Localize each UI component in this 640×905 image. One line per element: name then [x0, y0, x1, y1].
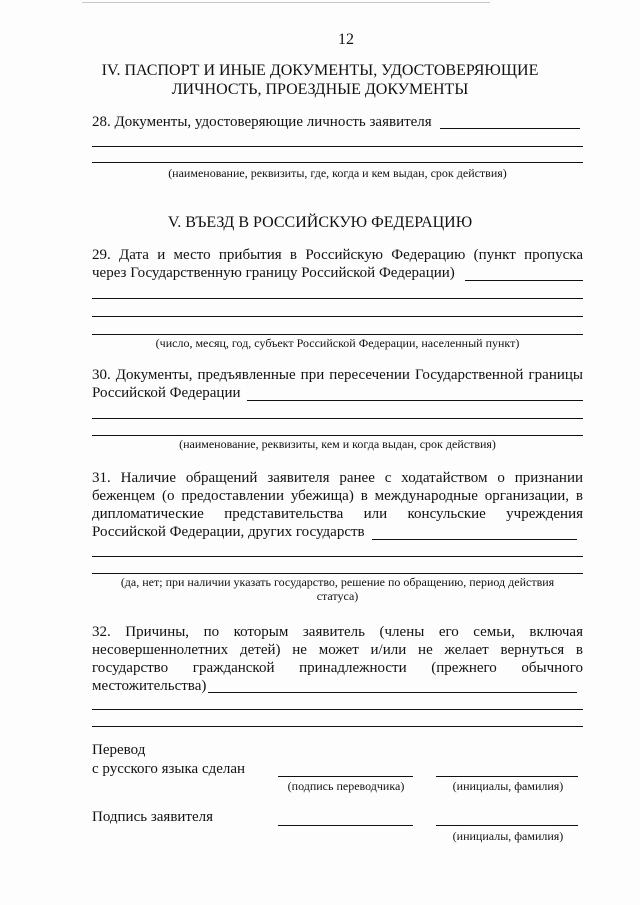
field-28-input-line[interactable]: [92, 162, 583, 163]
field-31-text-line-2: беженцем (о предоставлении убежища) в международные организации, в: [92, 488, 583, 504]
field-30-input-line[interactable]: [92, 418, 583, 419]
field-28-input-line[interactable]: [92, 146, 583, 147]
field-31-text-line-4: Российской Федерации, других государств: [92, 524, 365, 540]
field-32-input-line[interactable]: [92, 709, 583, 710]
section-5-title: V. ВЪЕЗД В РОССИЙСКУЮ ФЕДЕРАЦИЮ: [167, 214, 473, 231]
field-31-text-line-3: дипломатические представительства или консульские учреждения: [92, 506, 583, 522]
field-31-input-line[interactable]: [92, 556, 583, 557]
field-31-input-line[interactable]: [92, 573, 583, 574]
field-29-text-line-2: через Государственную границу Российской Федерации): [92, 265, 455, 281]
translator-name-line[interactable]: [436, 776, 578, 777]
applicant-signature-label: Подпись заявителя: [92, 809, 214, 825]
field-32-input-line[interactable]: [208, 692, 577, 693]
translator-signature-line[interactable]: [278, 776, 413, 777]
field-29-text-line-1: 29. Дата и место прибытия в Российскую Федерацию (пункт пропуска: [92, 247, 583, 263]
field-32-text-line-1: 32. Причины, по которым заявитель (члены его семьи, включая: [92, 624, 583, 640]
page-number: 12: [338, 31, 354, 48]
field-32-text-line-4: местожительства): [92, 678, 207, 694]
translator-signature-caption: (подпись переводчика): [287, 779, 405, 793]
field-29-caption: (число, месяц, год, субъект Российской Федерации, населенный пункт): [155, 336, 520, 350]
applicant-name-line[interactable]: [436, 825, 578, 826]
translation-label-line-2: с русского языка сделан: [92, 761, 246, 777]
applicant-signature-line[interactable]: [278, 825, 413, 826]
field-30-input-line[interactable]: [92, 435, 583, 436]
field-30-caption: (наименование, реквизиты, кем и когда выдан, срок действия): [179, 437, 496, 451]
field-28-label: 28. Документы, удостоверяющие личность заявителя: [92, 114, 432, 130]
field-29-input-line[interactable]: [92, 334, 583, 335]
field-32-text-line-2: несовершеннолетних детей) не может и/или не желает вернуться в: [92, 642, 583, 658]
field-31-caption-line-2: статуса): [316, 589, 359, 603]
field-30-text-line-1: 30. Документы, предъявленные при пересечении Государственной границы: [92, 367, 583, 383]
applicant-name-caption: (инициалы, фамилия): [452, 829, 564, 843]
field-29-input-line[interactable]: [92, 316, 583, 317]
field-30-input-line[interactable]: [247, 400, 583, 401]
field-30-text-line-2: Российской Федерации: [92, 385, 241, 401]
field-29-input-line[interactable]: [465, 280, 583, 281]
field-28-caption: (наименование, реквизиты, где, когда и кем выдан, срок действия): [168, 166, 507, 180]
field-31-caption-line-1: (да, нет; при наличии указать государство, решение по обращению, период действия: [120, 575, 555, 589]
translation-label-line-1: Перевод: [92, 742, 146, 758]
section-4-title-line-2: ЛИЧНОСТЬ, ПРОЕЗДНЫЕ ДОКУМЕНТЫ: [171, 81, 469, 98]
field-31-text-line-1: 31. Наличие обращений заявителя ранее с ходатайством о признании: [92, 470, 583, 486]
field-32-text-line-3: государство гражданской принадлежности (прежнего обычного: [92, 660, 583, 676]
translator-name-caption: (инициалы, фамилия): [452, 779, 564, 793]
page-top-border: [82, 2, 490, 3]
section-4-title-line-1: IV. ПАСПОРТ И ИНЫЕ ДОКУМЕНТЫ, УДОСТОВЕРЯЮЩИЕ: [101, 62, 539, 79]
field-32-input-line[interactable]: [92, 726, 583, 727]
field-31-input-line[interactable]: [372, 539, 577, 540]
field-29-input-line[interactable]: [92, 298, 583, 299]
field-28-input-line[interactable]: [440, 128, 580, 129]
